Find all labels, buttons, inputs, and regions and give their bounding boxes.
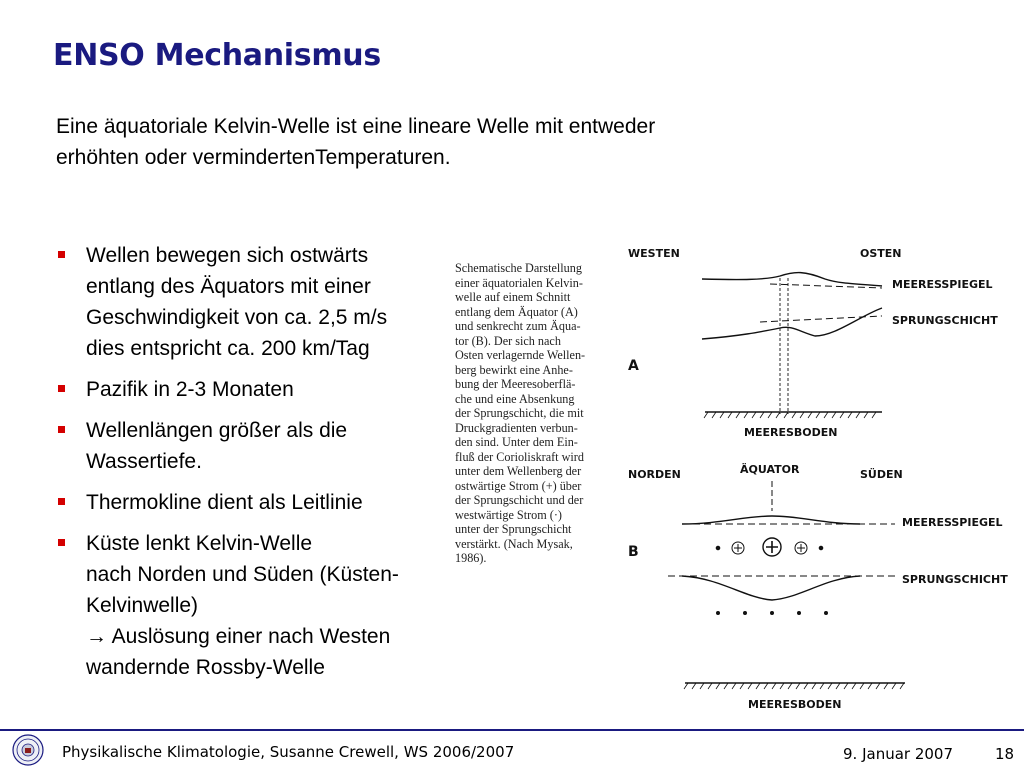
caption-line: den sind. Unter dem Ein- [455,435,578,449]
bullet-item [56,487,476,518]
bullet-item [56,240,476,364]
intro-text [56,111,816,173]
caption-line: der Sprungschicht, die mit [455,406,584,420]
label-sea-level-a: MEERESSPIEGEL [892,278,993,291]
bullet-line: Kelvinwelle) [86,594,199,617]
figure-caption [455,261,617,566]
bullet-square-icon [58,498,65,505]
bullet-square-icon [58,385,65,392]
caption-line: und senkrecht zum Äqua- [455,319,581,333]
thermocline-line-b [682,576,860,600]
bullet-line: dies entspricht ca. 200 km/Tag [86,337,370,360]
current-dot-icon [819,546,823,550]
bullet-line: Wassertiefe. [86,450,202,473]
bullet-item [56,374,476,405]
label-equator: ÄQUATOR [740,463,800,476]
caption-line: berg bewirkt eine Anhe- [455,362,573,377]
bullet-line: Thermokline dient als Leitlinie [86,491,363,514]
bullet-line: Wellen bewegen sich ostwärts [86,244,369,267]
label-north: NORDEN [628,468,681,481]
caption-line: tor (B). Der sich nach [455,333,561,348]
footer-date: 9. Januar 2007 [843,745,954,763]
slide-title: ENSO Mechanismus [53,38,381,73]
footer-course: Physikalische Klimatologie, Susanne Crewell, WS 2006/2007 [62,743,515,761]
westward-current-symbols [716,611,828,615]
bullet-item [56,528,476,683]
caption-line: fluß der Corioliskraft wird [455,449,584,464]
caption-line: che und eine Absenkung [455,391,575,406]
caption-line: Osten verlagernde Wellen- [455,348,586,362]
current-dot-icon [716,546,720,550]
caption-line: Schematische Darstellung [455,261,582,275]
label-west: WESTEN [628,247,680,260]
bullet-line: Küste lenkt Kelvin-Welle [86,532,313,555]
seabed-hatch-b [684,683,904,689]
page-number: 18 [995,745,1015,763]
sea-level-line-a [702,273,882,286]
university-seal-icon [12,734,44,766]
label-thermocline-b: SPRUNGSCHICHT [902,573,1008,586]
intro-line: Eine äquatoriale Kelvin-Welle ist eine lineare Welle mit entweder [56,115,656,138]
bullet-line: → Auslösung einer nach Westen [86,625,391,648]
bullet-list [56,240,476,693]
bullet-square-icon [58,251,65,258]
bullet-line: Pazifik in 2-3 Monaten [86,378,294,401]
bullet-square-icon [58,539,65,546]
thermocline-mean-a [760,316,882,322]
caption-line: bung der Meeresoberflä- [455,377,576,391]
caption-line: westwärtige Strom (·) [455,507,562,522]
panel-label-a: A [628,358,639,374]
label-seabed-b: MEERESBODEN [748,698,842,711]
caption-line: welle auf einem Schnitt [455,290,571,304]
label-sea-level-b: MEERESSPIEGEL [902,516,1003,529]
caption-line: der Sprungschicht und der [455,493,584,507]
footer-rule [0,729,1024,731]
current-dot-icon [797,611,801,615]
label-east: OSTEN [860,247,902,260]
thermocline-line-a [702,308,882,339]
label-seabed-a: MEERESBODEN [744,426,838,439]
bullet-square-icon [58,426,65,433]
caption-line: einer äquatorialen Kelvin- [455,275,583,290]
caption-line: unter der Sprungschicht [455,522,572,536]
current-dot-icon [770,611,774,615]
bullet-line: entlang des Äquators mit einer [86,275,371,298]
current-dot-icon [743,611,747,615]
caption-line: entlang dem Äquator (A) [455,304,578,319]
bullet-line: nach Norden und Süden (Küsten- [86,563,399,586]
bullet-line: Geschwindigkeit von ca. 2,5 m/s [86,306,388,329]
label-thermocline-a: SPRUNGSCHICHT [892,314,998,327]
bullet-line: wandernde Rossby-Welle [86,656,325,679]
caption-line: verstärkt. (Nach Mysak, [455,536,573,551]
eastward-current-symbols [716,538,823,556]
caption-line: 1986). [455,551,487,565]
intro-line: erhöhten oder vermindertenTemperaturen. [56,146,451,169]
kelvin-wave-diagram [620,236,1010,716]
label-south: SÜDEN [860,468,903,481]
caption-line: Druckgradienten verbun- [455,420,578,435]
bullet-item [56,415,476,477]
panel-label-b: B [628,544,639,560]
sea-level-line-b [682,516,860,524]
bullet-line: Wellenlängen größer als die [86,419,348,442]
caption-line: unter dem Wellenberg der [455,464,582,478]
current-dot-icon [716,611,720,615]
seabed-hatch-a [704,412,876,418]
current-dot-icon [824,611,828,615]
caption-line: ostwärtige Strom (+) über [455,478,582,493]
